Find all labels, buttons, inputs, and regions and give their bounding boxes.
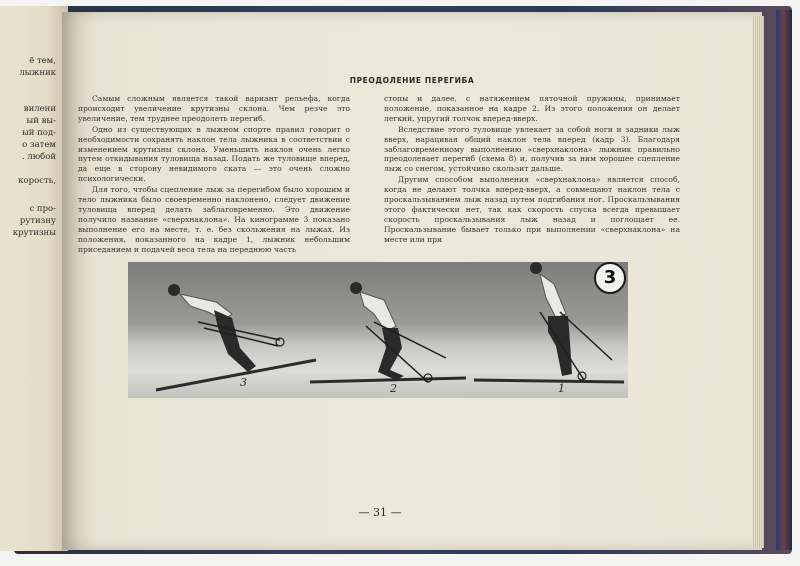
frame-label: 1 — [558, 382, 565, 395]
left-page-line: рутизну — [19, 216, 56, 226]
left-page-line: с про- — [29, 204, 56, 214]
left-page-line: ё тем, — [29, 56, 56, 66]
paragraph: Другим способом выполнения «сверхнаклона» является способ, когда не делают толчка вперед-вверх, а совмещают наклон тела с проскальзыванием лыж назад путем подгибания ног. Проскальзывания этого фактически нет, так как скорость спуска всегда превышает скорость проскальзывания лыж назад и поглощает ее. Проскальзывание бывает только при выполнении «сверхнаклона» на месте или при — [384, 175, 680, 244]
paragraph: стопы и далее, с натяжением пяточной пружины, принимает положение, показанное на кадре 2. Из этого положения он делает легкий, упругий толчок вперед-вверх. — [384, 94, 680, 123]
skier-frame-3 — [156, 284, 316, 390]
paragraph: Одно из существующих в лыжном спорте правил говорит о необходимости сохранять наклон тела лыжника в соответствии с изменением крутизны склона. Уменьшить наклон очень легко путем откидывания туловища назад. Подать же туловище вперед, да еще в сторону невидимого ската — это очень сложно психологически. — [78, 124, 350, 184]
text-column-left — [78, 94, 350, 256]
left-page-line: корость, — [18, 176, 56, 186]
page-number: — 31 — — [358, 506, 402, 519]
paragraph: Вследствие этого туловище увлекает за собой ноги и задники лыж вверх, нарацивая общий наклон тела вперед (кадр 3). Благодаря заблаговременному выполнению «сверхнаклона» лыжник правильно преодолевает перегиб (схема 8) и, получив за ним хорошее сцепление лыж со снегом, устойчиво скользит дальше. — [384, 124, 680, 174]
left-page-line: ый под- — [21, 128, 56, 138]
left-page-line: лыжник — [19, 68, 56, 78]
frame-label: 2 — [390, 382, 397, 395]
left-page-line: крутизны — [12, 228, 56, 238]
left-page-line: вилени — [23, 104, 56, 114]
book-cover-edge — [776, 10, 792, 550]
skier-frames-illustration — [128, 262, 628, 398]
left-page-line: ый вы- — [26, 116, 56, 126]
left-page — [0, 6, 68, 551]
skier-frame-2 — [310, 282, 466, 382]
left-page-line: о затем — [22, 140, 56, 150]
page-heading: ПРЕОДОЛЕНИЕ ПЕРЕГИБА — [349, 76, 475, 85]
paragraph: Для того, чтобы сцепление лыж за перегибом было хорошим и тело лыжника было своевременно наклонено, следует движение туловища вперед делать заблаговременно. Это движение получило название «сверхнаклона». На кинограмме 3 показано выполнение его на месте, т. е. без скольжения на лыжах. Из положения, показанного на кадре 1, лыжник небольшим приседанием и подачей веса тела на переднюю часть — [78, 185, 350, 254]
frame-label: 3 — [240, 376, 247, 389]
text-column-right — [384, 94, 680, 246]
figure-number-badge: 3 — [594, 262, 626, 294]
paragraph: Самым сложным является такой вариант рельефа, когда происходит увеличение крутизны склона. Чем резче это увеличение, тем труднее преодолеть перегиб. — [78, 94, 350, 123]
page-stack-edge — [752, 16, 764, 548]
left-page-line: . любой — [21, 152, 56, 162]
kinogram-photo — [128, 262, 628, 398]
